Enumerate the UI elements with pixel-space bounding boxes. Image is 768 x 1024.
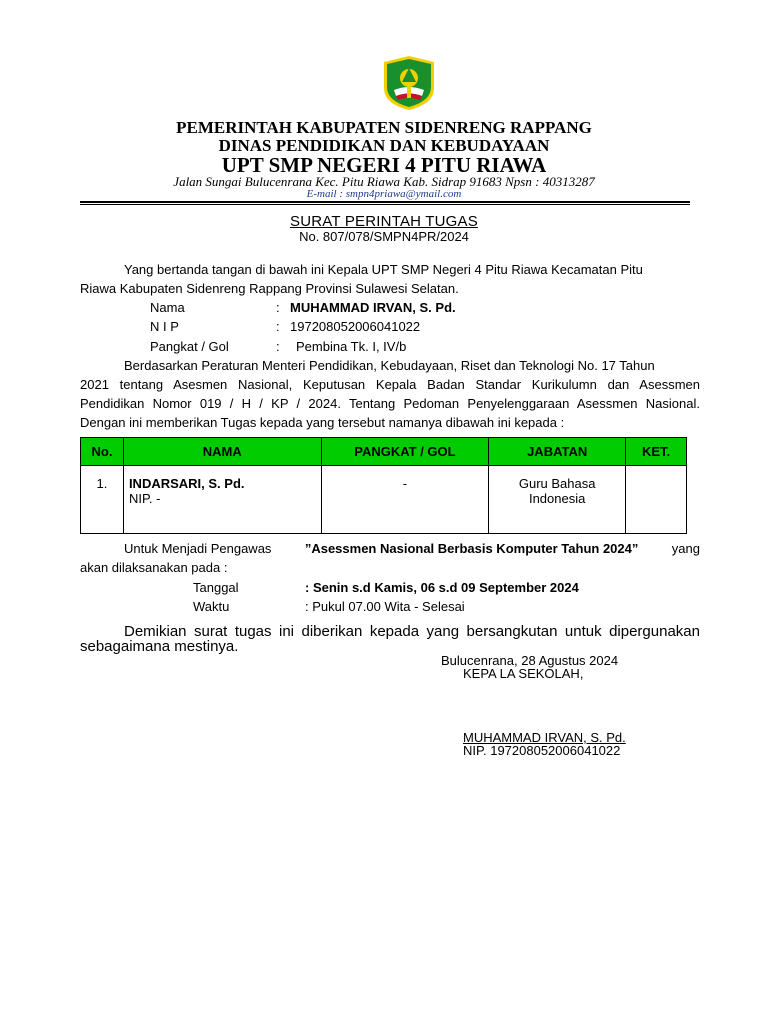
col-header-pangkat: PANGKAT / GOL [321,438,489,466]
signer-nip-label: N I P [150,319,179,334]
assignee-table [80,437,687,534]
regency-logo [380,54,438,112]
signature-place-date: Bulucenrana, 28 Agustus 2024 [441,653,619,668]
closing-line-2: sebagaimana mestinya. [80,638,239,655]
signer-rank-value: Pembina Tk. I, IV/b [296,339,407,354]
signature-nip: NIP. 197208052006041022 [463,743,621,758]
col-header-nama: NAMA [123,438,321,466]
purpose-event: ”Asessmen Nasional Berbasis Komputer Tahun 2024” [304,541,639,556]
col-header-no: No. [81,438,124,466]
header-address: Jalan Sungai Bulucenrana Kec. Pitu Riawa Kab. Sidrap 91683 Npsn : 40313287 [173,174,595,189]
header-school: UPT SMP NEGERI 4 PITU RIAWA [221,153,547,177]
intro-line-2: Riawa Kabupaten Sidenreng Rappang Provinsi Sulawesi Selatan. [80,281,459,296]
cell-pangkat: - [321,466,489,534]
assignee-nip: NIP. - [128,491,161,506]
position-line-1: Guru Bahasa [518,476,596,491]
schedule-time-value: : Pukul 07.00 Wita - Selesai [305,599,465,614]
signer-name-colon: : [276,300,280,315]
signature-position: KEPA LA SEKOLAH, [463,666,584,681]
intro-line-1: Yang bertanda tangan di bawah ini Kepala UPT SMP Negeri 4 Pitu Riawa Kecamatan Pitu [124,262,643,277]
purpose-line-1 [124,541,700,556]
purpose-suffix: yang [671,541,700,556]
signer-rank-label: Pangkat / Gol [150,339,229,354]
signer-name-value: MUHAMMAD IRVAN, S. Pd. [290,300,456,315]
table-header-row [81,438,687,466]
signer-name-label: Nama [150,300,185,315]
header-divider [80,201,690,203]
closing-line-1: Demikian surat tugas ini diberikan kepada yang bersangkutan untuk dipergunakan [124,623,700,640]
header-email: E-mail : smpn4priawa@ymail.com [306,188,462,200]
schedule-date-label: Tanggal [193,580,239,595]
header-government: PEMERINTAH KABUPATEN SIDENRENG RAPPANG [176,118,592,137]
position-line-2: Indonesia [528,491,586,506]
letter-title: SURAT PERINTAH TUGAS [290,213,478,230]
header-divider-thin [80,204,690,205]
col-header-ket: KET. [626,438,687,466]
purpose-line-2: akan dilaksanakan pada : [80,560,228,575]
basis-line-4: Dengan ini memberikan Tugas kepada yang tersebut namanya dibawah ini kepada : [80,415,565,430]
cell-no: 1. [81,466,124,534]
signature-name: MUHAMMAD IRVAN, S. Pd. [463,730,626,745]
col-header-jabatan: JABATAN [489,438,626,466]
signer-rank-colon: : [276,339,280,354]
letter-number: No. 807/078/SMPN4PR/2024 [299,229,469,244]
header-agency: DINAS PENDIDIKAN DAN KEBUDAYAAN [218,136,550,155]
basis-line-2: 2021 tentang Asesmen Nasional, Keputusan Kepala Badan Standar Kurikulumn dan Asessmen [80,377,700,392]
schedule-date-value: : Senin s.d Kamis, 06 s.d 09 September 2024 [305,580,579,595]
cell-ket [626,466,687,534]
purpose-prefix: Untuk Menjadi Pengawas [124,541,272,556]
signer-nip-colon: : [276,319,280,334]
cell-nama [123,466,321,534]
assignee-name: INDARSARI, S. Pd. [128,476,245,491]
table-row [81,466,687,534]
cell-jabatan [489,466,626,534]
basis-line-3: Pendidikan Nomor 019 / H / KP / 2024. Tentang Pedoman Penyelenggaraan Asessmen Nasional. [80,396,700,411]
basis-line-1: Berdasarkan Peraturan Menteri Pendidikan, Kebudayaan, Riset dan Teknologi No. 17 Tahun [124,358,655,373]
schedule-time-label: Waktu [193,599,230,614]
signer-nip-value: 197208052006041022 [290,319,421,334]
